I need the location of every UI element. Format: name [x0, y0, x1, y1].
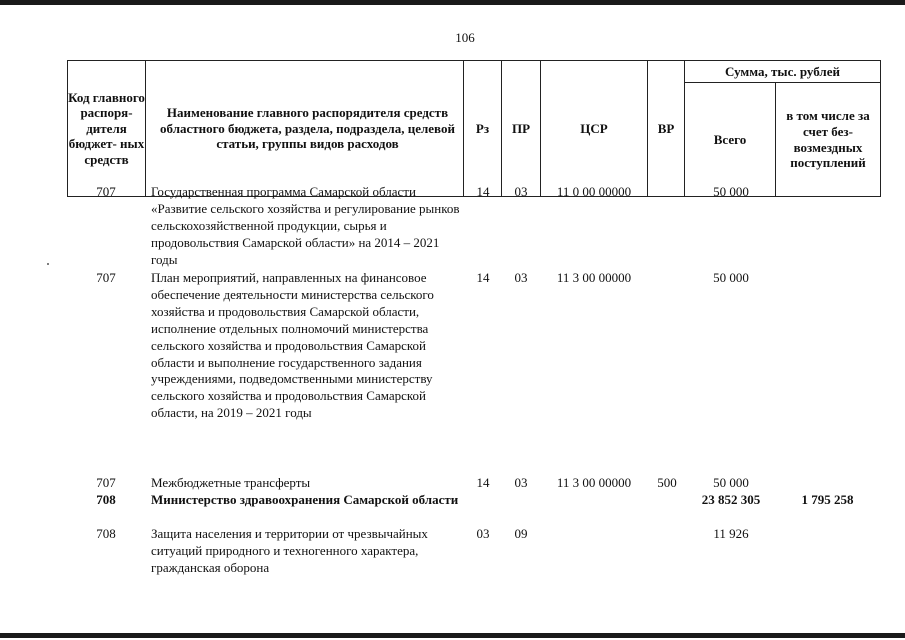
row-rz: 03	[476, 526, 490, 541]
row-name: Защита населения и территории от чрезвычайных ситуаций природного и техногенного характера, гражданская оборона	[151, 526, 428, 575]
row-total: 50 000	[713, 184, 749, 199]
header-total	[685, 83, 775, 196]
header-gratuitous	[786, 83, 870, 196]
header-vline	[880, 60, 881, 197]
header-vr	[648, 61, 684, 196]
row-code: 707	[96, 475, 116, 490]
row-total: 50 000	[713, 475, 749, 490]
row-gratuitous: 1 795 258	[801, 492, 854, 507]
row-vr: 500	[657, 475, 677, 490]
header-vline	[775, 83, 776, 197]
header-code	[68, 61, 145, 196]
header-csr-text: ЦСР	[580, 120, 608, 136]
top-border	[0, 0, 905, 5]
row-rz: 14	[476, 270, 490, 285]
header-total-text: Всего	[713, 131, 747, 147]
row-csr: 11 3 00 00000	[556, 270, 632, 285]
row-csr: 11 0 00 00000	[556, 184, 632, 199]
header-rz-text: Рз	[475, 120, 490, 136]
header-name-text: Наименование главного распорядителя средств областного бюджета, раздела, подраздела, целевой статьи, группы видов расходов	[160, 105, 455, 152]
header-pr	[502, 61, 540, 196]
row-pr: 03	[514, 184, 528, 199]
row-total: 50 000	[713, 270, 749, 285]
header-code-text: Код главного распоря- дителя бюджет- ных средств	[68, 89, 145, 167]
row-csr: 11 3 00 00000	[556, 475, 632, 490]
header-csr	[541, 61, 647, 196]
scan-speck	[47, 263, 49, 265]
row-code: 707	[96, 270, 116, 285]
row-rz: 14	[476, 475, 490, 490]
row-name: Министерство здравоохранения Самарской области	[151, 492, 459, 507]
bottom-border	[0, 633, 905, 638]
row-code: 708	[96, 526, 116, 541]
page-number: 106	[455, 30, 475, 45]
row-total: 23 852 305	[701, 492, 761, 507]
row-rz: 14	[476, 184, 490, 199]
header-pr-text: ПР	[511, 120, 531, 136]
row-code: 707	[96, 184, 116, 199]
header-sum-group	[685, 61, 880, 82]
row-code: 708	[96, 492, 116, 507]
header-vr-text: ВР	[657, 120, 675, 136]
header-vline	[145, 60, 146, 197]
header-rz	[464, 61, 501, 196]
row-pr: 03	[514, 475, 528, 490]
row-name: Межбюджетные трансферты	[151, 475, 311, 490]
row-pr: 03	[514, 270, 528, 285]
header-sum-group-text: Сумма, тыс. рублей	[725, 63, 840, 79]
row-name: Государственная программа Самарской области «Развитие сельского хозяйства и регулирование рынков сельскохозяйственной продукции, сырья и продовольствия Самарской области» на 2014 – 2021 годы	[151, 184, 460, 267]
row-pr: 09	[514, 526, 528, 541]
row-name: План мероприятий, направленных на финансовое обеспечение деятельности министерства сельского хозяйства и продовольствия Самарской области, исполнение отдельных полномочий министерства сельского хозяйства и продовольствия Самарской области и выполнение государственного задания учреждениями, подведомственными министерству сельского хозяйства и продовольствия Самарской области, на 2019 – 2021 годы	[151, 270, 434, 421]
header-name	[160, 61, 455, 196]
header-gratuitous-text: в том числе за счет без- возмездных поступлений	[786, 108, 870, 171]
row-total: 11 926	[713, 526, 749, 541]
